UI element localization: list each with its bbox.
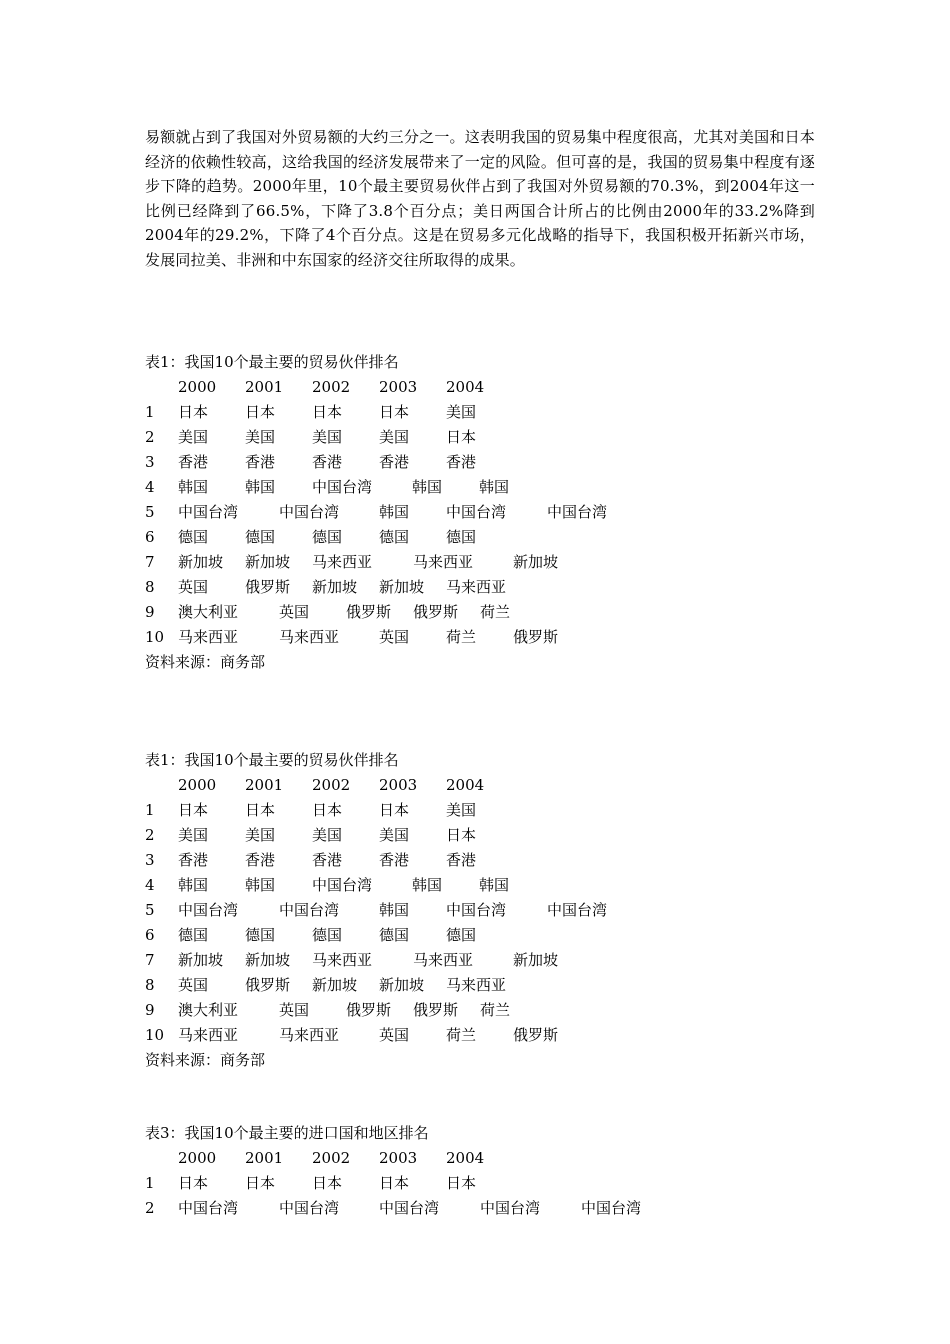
partner-cell: 日本 xyxy=(245,1174,276,1192)
partner-cell: 中国台湾 xyxy=(446,503,507,521)
year-header: 2003 xyxy=(379,378,418,396)
partner-cell: 新加坡 xyxy=(312,976,358,994)
partner-cell: 日本 xyxy=(446,428,477,446)
partner-cell: 荷兰 xyxy=(480,603,511,621)
partner-cell: 日本 xyxy=(379,403,410,421)
rank-number: 4 xyxy=(145,876,155,894)
partner-cell: 日本 xyxy=(446,826,477,844)
partner-cell: 日本 xyxy=(312,1174,343,1192)
partner-cell: 马来西亚 xyxy=(178,628,239,646)
partner-cell: 澳大利亚 xyxy=(178,1001,239,1019)
partner-cell: 英国 xyxy=(379,1026,410,1044)
partner-cell: 德国 xyxy=(446,926,477,944)
partner-cell: 荷兰 xyxy=(446,628,477,646)
partner-cell: 中国台湾 xyxy=(279,503,340,521)
partner-cell: 马来西亚 xyxy=(446,976,507,994)
partner-cell: 日本 xyxy=(446,1174,477,1192)
rank-number: 2 xyxy=(145,1199,155,1217)
partner-cell: 英国 xyxy=(379,628,410,646)
partner-cell: 新加坡 xyxy=(178,553,224,571)
partner-cell: 韩国 xyxy=(412,876,443,894)
partner-cell: 俄罗斯 xyxy=(346,603,392,621)
year-header: 2002 xyxy=(312,378,351,396)
table-title-text: 表1：我国10个最主要的贸易伙伴排名 xyxy=(145,751,399,769)
partner-cell: 日本 xyxy=(379,1174,410,1192)
partner-cell: 荷兰 xyxy=(480,1001,511,1019)
rank-number: 2 xyxy=(145,428,155,446)
partner-cell: 新加坡 xyxy=(379,976,425,994)
partner-cell: 马来西亚 xyxy=(312,553,373,571)
partner-cell: 韩国 xyxy=(245,876,276,894)
rank-number: 7 xyxy=(145,951,155,969)
rank-number: 6 xyxy=(145,926,155,944)
partner-cell: 美国 xyxy=(379,428,410,446)
partner-cell: 中国台湾 xyxy=(446,901,507,919)
partner-cell: 英国 xyxy=(279,1001,310,1019)
rank-number: 2 xyxy=(145,826,155,844)
year-header: 2004 xyxy=(446,1149,485,1167)
rank-number: 10 xyxy=(145,628,165,646)
rank-number: 4 xyxy=(145,478,155,496)
partner-cell: 香港 xyxy=(379,453,410,471)
year-header: 2001 xyxy=(245,776,284,794)
partner-cell: 日本 xyxy=(178,801,209,819)
year-header: 2001 xyxy=(245,1149,284,1167)
rank-number: 1 xyxy=(145,1174,155,1192)
partner-cell: 新加坡 xyxy=(312,578,358,596)
partner-cell: 香港 xyxy=(245,851,276,869)
partner-cell: 日本 xyxy=(178,1174,209,1192)
partner-cell: 德国 xyxy=(312,926,343,944)
year-header: 2002 xyxy=(312,1149,351,1167)
source-note: 资料来源：商务部 xyxy=(145,1051,266,1069)
year-header: 2000 xyxy=(178,1149,217,1167)
partner-cell: 英国 xyxy=(178,578,209,596)
partner-cell: 新加坡 xyxy=(245,951,291,969)
partner-cell: 德国 xyxy=(178,528,209,546)
partner-cell: 日本 xyxy=(178,403,209,421)
year-header: 2004 xyxy=(446,378,485,396)
partner-cell: 英国 xyxy=(279,603,310,621)
partner-cell: 美国 xyxy=(312,428,343,446)
partner-cell: 中国台湾 xyxy=(178,901,239,919)
partner-cell: 美国 xyxy=(245,428,276,446)
rank-number: 7 xyxy=(145,553,155,571)
partner-cell: 日本 xyxy=(312,801,343,819)
rank-number: 1 xyxy=(145,403,155,421)
rank-number: 1 xyxy=(145,801,155,819)
partner-cell: 香港 xyxy=(379,851,410,869)
rank-number: 3 xyxy=(145,453,155,471)
partner-cell: 英国 xyxy=(178,976,209,994)
partner-cell: 中国台湾 xyxy=(178,1199,239,1217)
year-header: 2001 xyxy=(245,378,284,396)
rank-number: 5 xyxy=(145,901,155,919)
partner-cell: 韩国 xyxy=(178,478,209,496)
partner-cell: 马来西亚 xyxy=(413,553,474,571)
partner-cell: 俄罗斯 xyxy=(413,1001,459,1019)
year-header: 2002 xyxy=(312,776,351,794)
partner-cell: 美国 xyxy=(379,826,410,844)
partner-cell: 日本 xyxy=(312,403,343,421)
rank-number: 8 xyxy=(145,976,155,994)
partner-cell: 俄罗斯 xyxy=(245,976,291,994)
partner-cell: 中国台湾 xyxy=(581,1199,642,1217)
source-note: 资料来源：商务部 xyxy=(145,653,266,671)
partner-cell: 韩国 xyxy=(379,901,410,919)
partner-cell: 日本 xyxy=(379,801,410,819)
partner-cell: 俄罗斯 xyxy=(513,1026,559,1044)
partner-cell: 美国 xyxy=(178,428,209,446)
year-header: 2004 xyxy=(446,776,485,794)
partner-cell: 美国 xyxy=(446,403,477,421)
partner-cell: 新加坡 xyxy=(245,553,291,571)
partner-cell: 马来西亚 xyxy=(279,628,340,646)
partner-cell: 中国台湾 xyxy=(178,503,239,521)
partner-cell: 韩国 xyxy=(245,478,276,496)
rank-number: 6 xyxy=(145,528,155,546)
partner-cell: 香港 xyxy=(178,851,209,869)
year-header: 2003 xyxy=(379,1149,418,1167)
partner-cell: 中国台湾 xyxy=(547,503,608,521)
rank-number: 10 xyxy=(145,1026,165,1044)
partner-cell: 中国台湾 xyxy=(480,1199,541,1217)
partner-cell: 韩国 xyxy=(379,503,410,521)
partner-cell: 韩国 xyxy=(479,478,510,496)
partner-cell: 德国 xyxy=(312,528,343,546)
partner-cell: 韩国 xyxy=(178,876,209,894)
partner-cell: 新加坡 xyxy=(513,951,559,969)
partner-cell: 香港 xyxy=(312,453,343,471)
partner-cell: 美国 xyxy=(312,826,343,844)
partner-cell: 德国 xyxy=(178,926,209,944)
partner-cell: 新加坡 xyxy=(513,553,559,571)
partner-cell: 中国台湾 xyxy=(312,478,373,496)
rank-number: 5 xyxy=(145,503,155,521)
rank-number: 8 xyxy=(145,578,155,596)
body-paragraph: 易额就占到了我国对外贸易额的大约三分之一。这表明我国的贸易集中程度很高，尤其对美国和日本经济的依赖性较高，这给我国的经济发展带来了一定的风险。但可喜的是，我国的贸易集中程度有逐步下降的趋势。2000年里，10个最主要贸易伙伴占到了我国对外贸易额的70.3%，到2004年这一比例已经降到了66.5%，下降了3.8个百分点；美日两国合计所占的比例由2000年的33.2%降到2004年的29.2%，下降了4个百分点。这是在贸易多元化战略的指导下，我国积极开拓新兴市场，发展同拉美、非洲和中东国家的经济交往所取得的成果。 xyxy=(145,128,815,269)
year-header: 2000 xyxy=(178,378,217,396)
partner-cell: 德国 xyxy=(245,528,276,546)
partner-cell: 俄罗斯 xyxy=(513,628,559,646)
partner-cell: 日本 xyxy=(245,403,276,421)
partner-cell: 德国 xyxy=(379,528,410,546)
partner-cell: 俄罗斯 xyxy=(346,1001,392,1019)
partner-cell: 香港 xyxy=(245,453,276,471)
partner-cell: 美国 xyxy=(178,826,209,844)
partner-cell: 韩国 xyxy=(479,876,510,894)
partner-cell: 香港 xyxy=(312,851,343,869)
partner-cell: 中国台湾 xyxy=(547,901,608,919)
partner-cell: 马来西亚 xyxy=(279,1026,340,1044)
partner-cell: 澳大利亚 xyxy=(178,603,239,621)
partner-cell: 中国台湾 xyxy=(312,876,373,894)
year-header: 2000 xyxy=(178,776,217,794)
partner-cell: 美国 xyxy=(446,801,477,819)
partner-cell: 香港 xyxy=(446,453,477,471)
partner-cell: 马来西亚 xyxy=(178,1026,239,1044)
partner-cell: 德国 xyxy=(379,926,410,944)
partner-cell: 中国台湾 xyxy=(379,1199,440,1217)
rank-number: 9 xyxy=(145,603,155,621)
partner-cell: 中国台湾 xyxy=(279,901,340,919)
partner-cell: 俄罗斯 xyxy=(413,603,459,621)
partner-cell: 新加坡 xyxy=(379,578,425,596)
partner-cell: 马来西亚 xyxy=(413,951,474,969)
table-title-text: 表1：我国10个最主要的贸易伙伴排名 xyxy=(145,353,399,371)
partner-cell: 美国 xyxy=(245,826,276,844)
table-title-text: 表3：我国10个最主要的进口国和地区排名 xyxy=(145,1124,429,1142)
partner-cell: 俄罗斯 xyxy=(245,578,291,596)
partner-cell: 荷兰 xyxy=(446,1026,477,1044)
partner-cell: 德国 xyxy=(245,926,276,944)
partner-cell: 韩国 xyxy=(412,478,443,496)
partner-cell: 马来西亚 xyxy=(446,578,507,596)
partner-cell: 新加坡 xyxy=(178,951,224,969)
year-header: 2003 xyxy=(379,776,418,794)
rank-number: 9 xyxy=(145,1001,155,1019)
partner-cell: 马来西亚 xyxy=(312,951,373,969)
partner-cell: 中国台湾 xyxy=(279,1199,340,1217)
partner-cell: 日本 xyxy=(245,801,276,819)
rank-number: 3 xyxy=(145,851,155,869)
partner-cell: 香港 xyxy=(178,453,209,471)
partner-cell: 德国 xyxy=(446,528,477,546)
partner-cell: 香港 xyxy=(446,851,477,869)
document-page xyxy=(145,125,815,273)
